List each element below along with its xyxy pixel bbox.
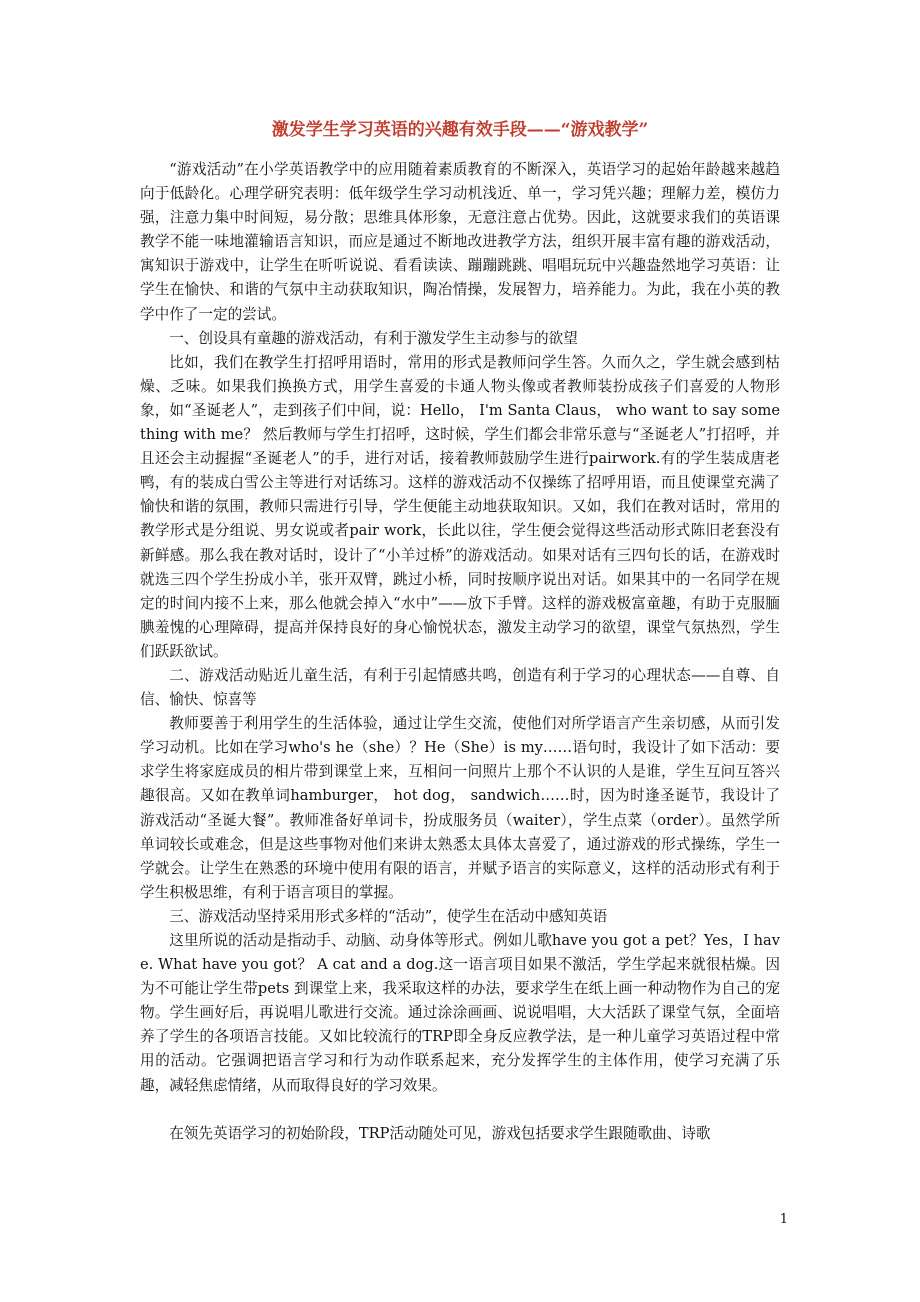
paragraph-section-3: 这里所说的活动是指动手、动脑、动身体等形式。例如儿歌have you got a pet？Yes，I have. What have you got？ A cat and a dog.这一语言项目如果不激活，学生学起来就很枯燥。因为不可能让学生带pets 到课堂上来，我采取这样的办法，要求学生在纸上画一种动物作为自己的宠物。学生画好后，再说唱儿歌进行交流。通过涂涂画画、说说唱唱，大大活跃了课堂气氛，全面培养了学生的各项语言技能。又如比较流行的TRP即全身反应教学法，是一种儿童学习英语过程中常用的活动。它强调把语言学习和行为动作联系起来，充分发挥学生的主体作用，使学习充满了乐趣，减轻焦虑情绪，从而取得良好的学习效果。 (140, 932, 780, 1094)
section-heading-2: 二、游戏活动贴近儿童生活，有利于引起情感共鸣，创造有利于学习的心理状态——自尊、自信、愉快、惊喜等 (140, 666, 780, 709)
paragraph-section-2: 教师要善于利用学生的生活体验，通过让学生交流，使他们对所学语言产生亲切感，从而引发学习动机。比如在学习who's he（she）？He（She）is my……语句时，我设计了如下活动：要求学生将家庭成员的相片带到课堂上来，互相问一问照片上那个不认识的人是谁，学生互问互答兴趣很高。又如在教单词hamburger， hot dog， sandwich……时，因为时逢圣诞节，我设计了游戏活动“圣诞大餐”。教师准备好单词卡，扮成服务员（waiter），学生点菜（order）。虽然学所单词较长或难念，但是这些事物对他们来讲太熟悉太具体太喜爱了，通过游戏的形式操练，学生一学就会。让学生在熟悉的环境中使用有限的语言，并赋予语言的实际意义，这样的活动形式有利于学生积极思维，有利于语言项目的掌握。 (140, 715, 780, 901)
section-heading-3: 三、游戏活动坚持采用形式多样的“活动”，使学生在活动中感知英语 (169, 907, 608, 925)
paragraph-intro: “游戏活动”在小学英语教学中的应用随着素质教育的不断深入，英语学习的起始年龄越来越趋向于低龄化。心理学研究表明：低年级学生学习动机浅近、单一，学习凭兴趣；理解力差，模仿力强，注意力集中时间短，易分散；思维具体形象，无意注意占优势。因此，这就要求我们的英语课教学不能一味地灌输语言知识，而应是通过不断地改进教学方法，组织开展丰富有趣的游戏活动，寓知识于游戏中，让学生在听听说说、看看读读、蹦蹦跳跳、唱唱玩玩中兴趣盎然地学习英语：让学生在愉快、和谐的气氛中主动获取知识，陶冶情操，发展智力，培养能力。为此，我在小英的教学中作了一定的尝试。 (140, 161, 780, 323)
document-body (140, 158, 780, 1146)
paragraph-gap (140, 1098, 780, 1122)
paragraph-section-1: 比如，我们在教学生打招呼用语时，常用的形式是教师问学生答。久而久之，学生就会感到枯燥、乏味。如果我们换换方式，用学生喜爱的卡通人物头像或者教师装扮成孩子们喜爱的人物形象，如“圣诞老人”，走到孩子们中间，说：Hello， I'm Santa Claus， who want to say something with me？ 然后教师与学生打招呼，这时候，学生们都会非常乐意与“圣诞老人”打招呼，并且还会主动握握“圣诞老人”的手，进行对话，接着教师鼓励学生进行pairwork.有的学生装成唐老鸭，有的装成白雪公主等进行对话练习。这样的游戏活动不仅操练了招呼用语，而且使课堂充满了愉快和谐的氛围，教师只需进行引导，学生便能主动地获取知识。又如，我们在教对话时，常用的教学形式是分组说、男女说或者pair work，长此以往，学生便会觉得这些活动形式陈旧老套没有新鲜感。那么我在教对话时，设计了“小羊过桥”的游戏活动。如果对话有三四句长的话，在游戏时就选三四个学生扮成小羊，张开双臂，跳过小桥，同时按顺序说出对话。如果其中的一名同学在规定的时间内接不上来，那么他就会掉入“水中”——放下手臂。这样的游戏极富童趣，有助于克服腼腆羞愧的心理障碍，提高并保持良好的身心愉悦状态，激发主动学习的欲望，课堂气氛热烈，学生们跃跃欲试。 (140, 353, 780, 660)
document-title: 激发学生学习英语的兴趣有效手段——“游戏教学” (271, 120, 649, 140)
page-number: 1 (779, 1212, 788, 1227)
paragraph-trp: 在领先英语学习的初始阶段，TRP活动随处可见，游戏包括要求学生跟随歌曲、诗歌 (169, 1124, 711, 1142)
section-heading-1: 一、创设具有童趣的游戏活动，有利于激发学生主动参与的欲望 (169, 329, 578, 347)
